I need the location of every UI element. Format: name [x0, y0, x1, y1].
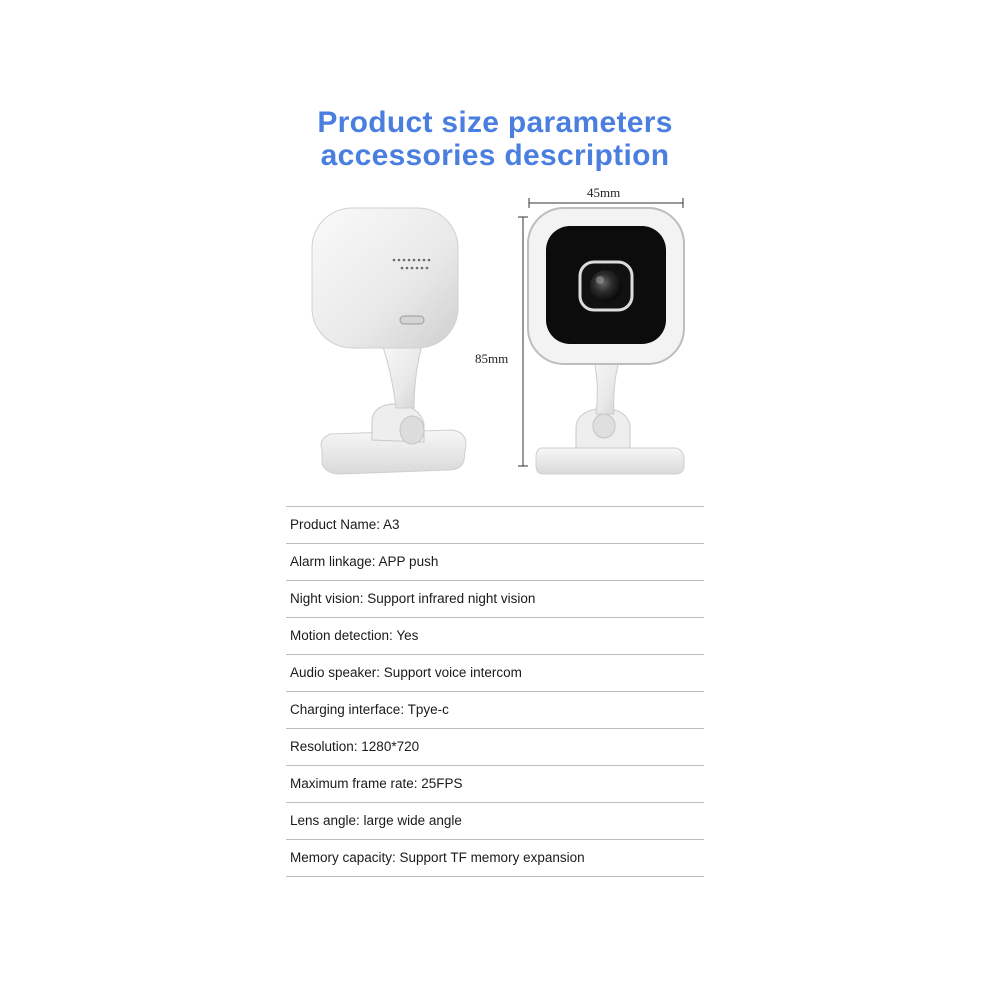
spec-text: Audio speaker: Support voice intercom: [290, 665, 522, 680]
spec-text: Maximum frame rate: 25FPS: [290, 776, 463, 791]
spec-row: [286, 506, 704, 543]
spec-row: [286, 580, 704, 617]
camera-front-base: [536, 448, 684, 474]
spec-text: Memory capacity: Support TF memory expansion: [290, 850, 585, 865]
spec-row: [286, 543, 704, 580]
spec-row: [286, 617, 704, 654]
spec-text: Charging interface: Tpye-c: [290, 702, 449, 717]
spec-text: Alarm linkage: APP push: [290, 554, 439, 569]
page-title-line-1: Product size parameters: [317, 106, 673, 139]
spec-text: Product Name: A3: [290, 517, 400, 532]
spec-text: Motion detection: Yes: [290, 628, 419, 643]
camera-front-view: [528, 208, 684, 474]
camera-back-body: [312, 208, 458, 348]
spec-row: [286, 802, 704, 839]
page-title-line-2: accessories description: [320, 139, 670, 172]
camera-back-joint: [400, 416, 424, 444]
spec-row: [286, 765, 704, 802]
spec-table: [286, 506, 704, 877]
spec-text: Resolution: 1280*720: [290, 739, 420, 754]
spec-text: Lens angle: large wide angle: [290, 813, 462, 828]
width-dimension-label: 45mm: [587, 185, 621, 200]
spec-row: [286, 654, 704, 691]
spec-row: [286, 839, 704, 877]
height-dimension-line: [518, 217, 528, 466]
spec-text: Night vision: Support infrared night vision: [290, 591, 536, 606]
camera-lens-highlight: [596, 276, 604, 284]
usb-c-port-icon: [400, 316, 424, 324]
camera-lens-icon: [590, 270, 622, 302]
camera-front-joint: [593, 414, 615, 438]
height-dimension-label: 85mm: [475, 351, 509, 366]
spec-row: [286, 691, 704, 728]
camera-back-view: [312, 208, 466, 474]
spec-row: [286, 728, 704, 765]
